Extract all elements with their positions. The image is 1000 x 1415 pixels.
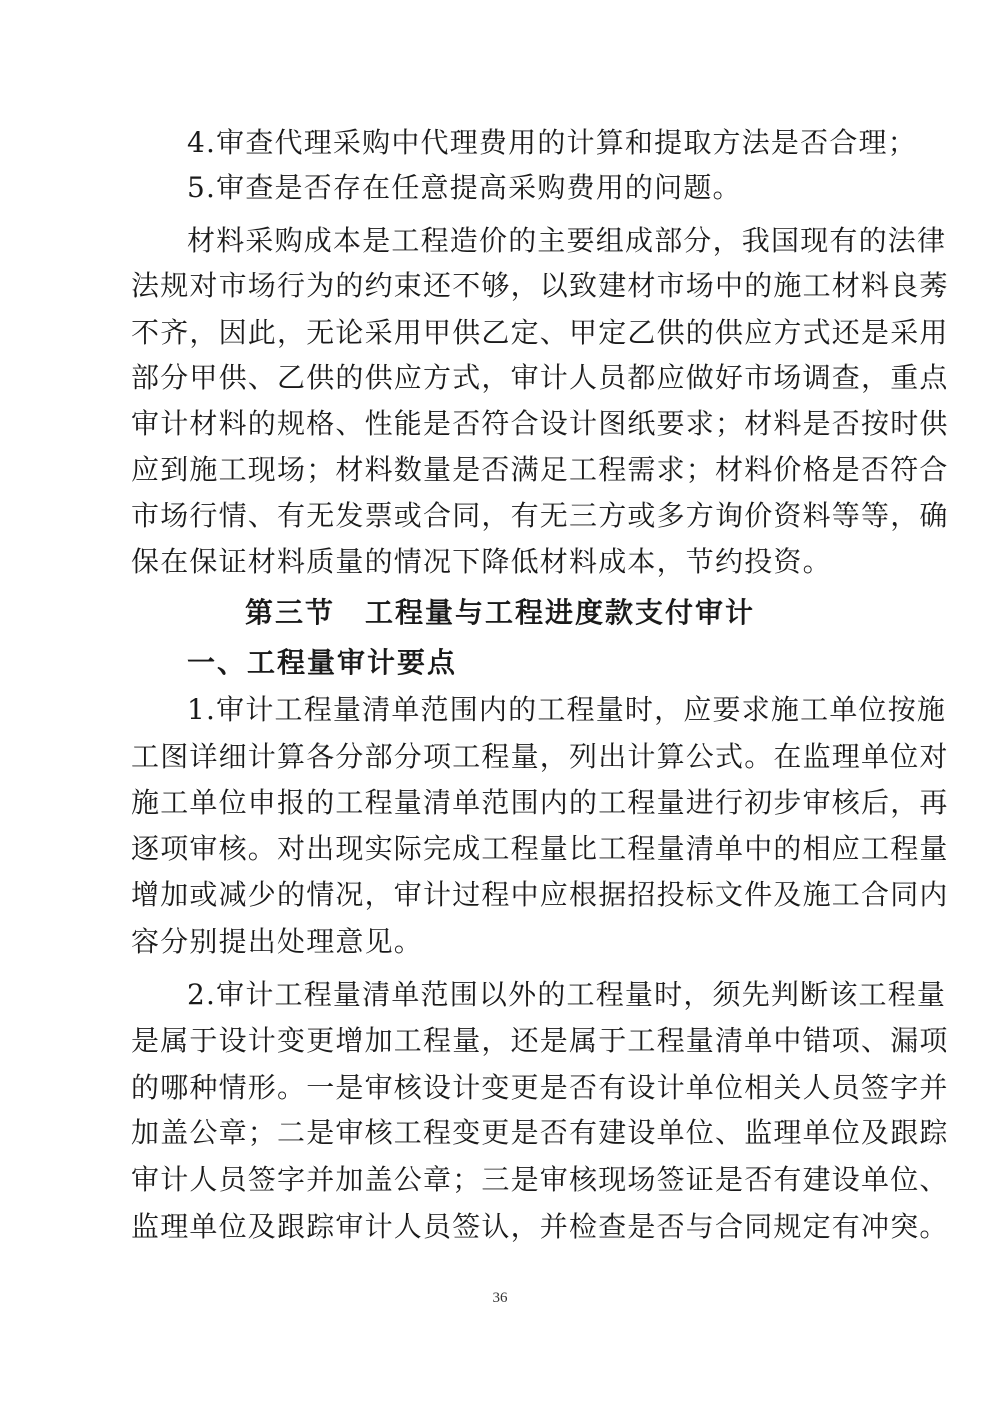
text-line: 增加或减少的情况，审计过程中应根据招投标文件及施工合同内 [131, 878, 949, 911]
text-line: 应到施工现场；材料数量是否满足工程需求；材料价格是否符合 [131, 453, 949, 486]
text-line: 市场行情、有无发票或合同，有无三方或多方询价资料等等，确 [131, 499, 949, 532]
text-line: 加盖公章；二是审核工程变更是否有建设单位、监理单位及跟踪 [131, 1116, 949, 1149]
text-line: 监理单位及跟踪审计人员签认，并检查是否与合同规定有冲突。 [131, 1210, 949, 1243]
text-line: 法规对市场行为的约束还不够，以致建材市场中的施工材料良莠 [131, 269, 949, 302]
page-number: 36 [492, 1290, 508, 1306]
text-line: 逐项审核。对出现实际完成工程量比工程量清单中的相应工程量 [131, 832, 949, 865]
text-line: 的哪种情形。一是审核设计变更是否有设计单位相关人员签字并 [131, 1071, 949, 1104]
text-line: 施工单位申报的工程量清单范围内的工程量进行初步审核后，再 [131, 786, 949, 819]
text-line: 4.审查代理采购中代理费用的计算和提取方法是否合理； [187, 126, 917, 159]
text-line: 是属于设计变更增加工程量，还是属于工程量清单中错项、漏项 [131, 1024, 949, 1057]
text-line: 工图详细计算各分部分项工程量，列出计算公式。在监理单位对 [131, 740, 949, 773]
text-line: 审计人员签字并加盖公章；三是审核现场签证是否有建设单位、 [131, 1163, 949, 1196]
text-line: 审计材料的规格、性能是否符合设计图纸要求；材料是否按时供 [131, 407, 949, 440]
subsection-heading: 一、工程量审计要点 [187, 646, 458, 679]
text-line: 1.审计工程量清单范围内的工程量时，应要求施工单位按施 [187, 693, 947, 726]
text-line: 容分别提出处理意见。 [131, 925, 424, 958]
text-line: 部分甲供、乙供的供应方式，审计人员都应做好市场调查，重点 [131, 361, 949, 394]
text-line: 保在保证材料质量的情况下降低材料成本，节约投资。 [131, 545, 832, 578]
text-line: 不齐，因此，无论采用甲供乙定、甲定乙供的供应方式还是采用 [131, 316, 949, 349]
text-line: 5.审查是否存在任意提高采购费用的问题。 [187, 171, 742, 204]
section-heading: 第三节 工程量与工程进度款支付审计 [244, 596, 755, 629]
text-line: 2.审计工程量清单范围以外的工程量时，须先判断该工程量 [187, 978, 947, 1011]
text-line: 材料采购成本是工程造价的主要组成部分，我国现有的法律 [187, 224, 947, 257]
